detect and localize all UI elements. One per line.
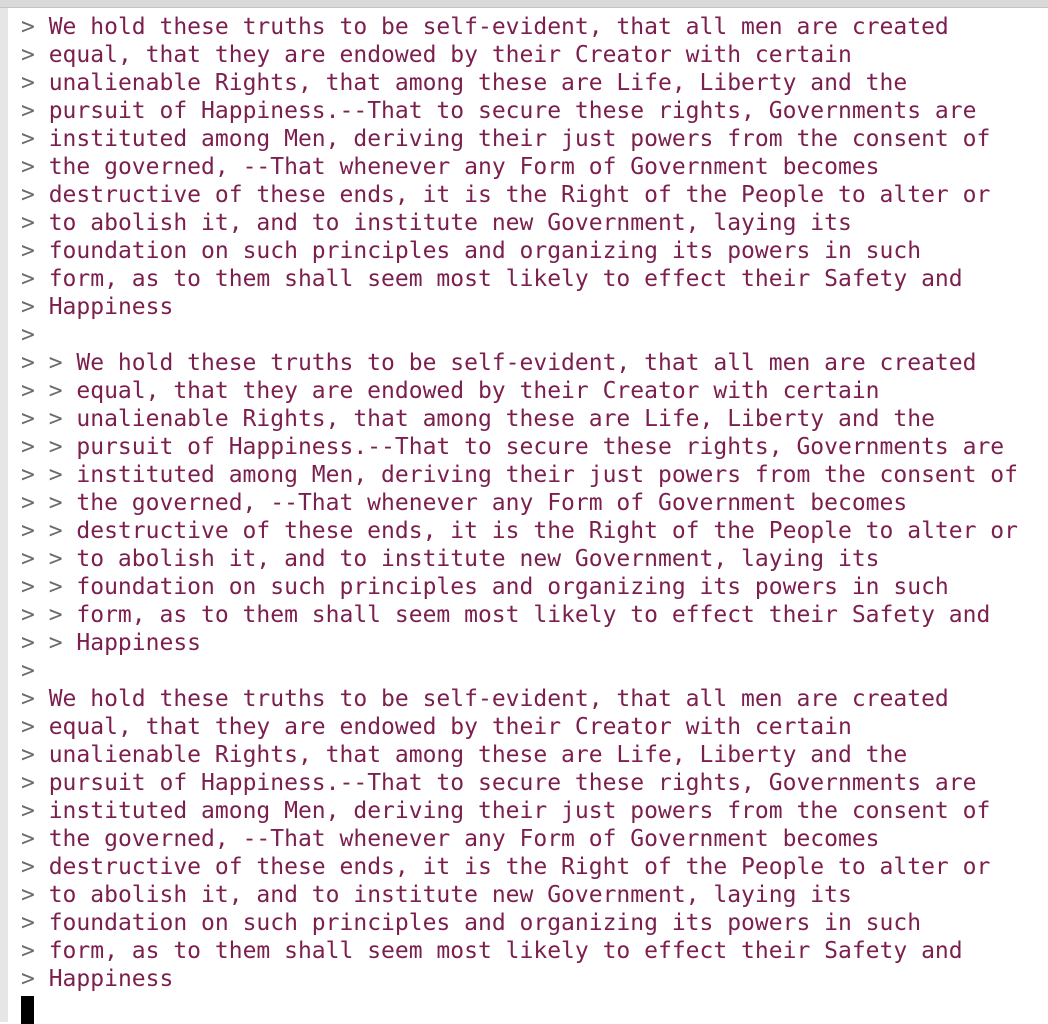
- quote-marker: >: [21, 770, 49, 796]
- quote-marker: >: [21, 266, 49, 292]
- editor-line[interactable]: [21, 41, 1048, 69]
- line-text: foundation on such principles and organizing its powers in such: [48, 238, 922, 264]
- line-text: Happiness: [76, 630, 202, 656]
- quote-marker: >: [21, 742, 49, 768]
- editor-line[interactable]: [21, 825, 1048, 853]
- editor-line[interactable]: [21, 713, 1048, 741]
- line-text: instituted among Men, deriving their just powers from the consent of: [48, 798, 991, 824]
- line-text: form, as to them shall seem most likely to effect their Safety and: [76, 602, 991, 628]
- editor-line[interactable]: [21, 797, 1048, 825]
- line-text: the governed, --That whenever any Form of Government becomes: [76, 490, 908, 516]
- editor-line[interactable]: [21, 405, 1048, 433]
- quote-marker: >: [21, 42, 49, 68]
- line-text: We hold these truths to be self-evident, that all men are created: [48, 686, 949, 712]
- line-text: equal, that they are endowed by their Creator with certain: [76, 378, 880, 404]
- editor-line[interactable]: [21, 265, 1048, 293]
- editor-line[interactable]: [21, 237, 1048, 265]
- line-text: unalienable Rights, that among these are Life, Liberty and the: [76, 406, 935, 432]
- line-text: pursuit of Happiness.--That to secure these rights, Governments are: [48, 770, 977, 796]
- quote-marker: >: [21, 98, 49, 124]
- editor-line[interactable]: [21, 293, 1048, 321]
- editor-line[interactable]: [21, 769, 1048, 797]
- quote-marker: >: [21, 910, 49, 936]
- editor-line[interactable]: [21, 629, 1048, 657]
- line-text: instituted among Men, deriving their just powers from the consent of: [76, 462, 1018, 488]
- quote-marker: >: [21, 210, 49, 236]
- quote-marker: >: [21, 126, 49, 152]
- line-text: instituted among Men, deriving their just powers from the consent of: [48, 126, 991, 152]
- quote-marker: >: [21, 238, 49, 264]
- quote-marker: >: [21, 854, 49, 880]
- line-text: Happiness: [48, 966, 174, 992]
- editor-line[interactable]: [21, 125, 1048, 153]
- editor-line[interactable]: [21, 601, 1048, 629]
- quote-marker: > >: [21, 574, 77, 600]
- editor-line[interactable]: [21, 181, 1048, 209]
- line-text: form, as to them shall seem most likely to effect their Safety and: [48, 938, 963, 964]
- line-text: to abolish it, and to institute new Government, laying its: [48, 210, 852, 236]
- line-text: the governed, --That whenever any Form of Government becomes: [48, 154, 880, 180]
- line-text: unalienable Rights, that among these are Life, Liberty and the: [48, 742, 908, 768]
- line-text: equal, that they are endowed by their Creator with certain: [48, 42, 852, 68]
- quote-marker: >: [21, 686, 49, 712]
- quote-marker: > >: [21, 462, 77, 488]
- editor-line[interactable]: [21, 377, 1048, 405]
- line-text: the governed, --That whenever any Form of Government becomes: [48, 826, 880, 852]
- text-cursor: [21, 996, 34, 1024]
- quote-marker: >: [21, 938, 49, 964]
- line-text: foundation on such principles and organizing its powers in such: [76, 574, 949, 600]
- quote-marker: >: [21, 322, 35, 348]
- editor-line[interactable]: [21, 489, 1048, 517]
- line-text: pursuit of Happiness.--That to secure these rights, Governments are: [48, 98, 977, 124]
- editor-gutter: [0, 8, 8, 1022]
- editor-line[interactable]: [21, 153, 1048, 181]
- line-text: destructive of these ends, it is the Right of the People to alter or: [76, 518, 1018, 544]
- quote-marker: > >: [21, 602, 77, 628]
- line-text: to abolish it, and to institute new Government, laying its: [48, 882, 852, 908]
- quote-marker: > >: [21, 350, 77, 376]
- quote-marker: >: [21, 294, 49, 320]
- editor-line[interactable]: [21, 321, 1048, 349]
- line-text: to abolish it, and to institute new Government, laying its: [76, 546, 880, 572]
- editor-line[interactable]: [21, 657, 1048, 685]
- line-text: We hold these truths to be self-evident, that all men are created: [76, 350, 977, 376]
- editor-line[interactable]: [21, 97, 1048, 125]
- editor-line[interactable]: [21, 573, 1048, 601]
- quote-marker: >: [21, 714, 49, 740]
- line-text: equal, that they are endowed by their Creator with certain: [48, 714, 852, 740]
- window-top-border: [0, 0, 1048, 8]
- quote-marker: >: [21, 966, 49, 992]
- editor-line[interactable]: [21, 909, 1048, 937]
- line-text: form, as to them shall seem most likely to effect their Safety and: [48, 266, 963, 292]
- line-text: destructive of these ends, it is the Right of the People to alter or: [48, 854, 991, 880]
- editor-line[interactable]: [21, 853, 1048, 881]
- quote-marker: > >: [21, 546, 77, 572]
- editor-line[interactable]: [21, 13, 1048, 41]
- quote-marker: > >: [21, 406, 77, 432]
- line-text: pursuit of Happiness.--That to secure these rights, Governments are: [76, 434, 1005, 460]
- editor-line[interactable]: [21, 965, 1048, 993]
- editor-line[interactable]: [21, 69, 1048, 97]
- text-editor[interactable]: [21, 13, 1048, 1024]
- quote-marker: > >: [21, 434, 77, 460]
- editor-line[interactable]: [21, 881, 1048, 909]
- quote-marker: >: [21, 658, 35, 684]
- editor-line[interactable]: [21, 937, 1048, 965]
- line-text: We hold these truths to be self-evident, that all men are created: [48, 14, 949, 40]
- editor-line[interactable]: [21, 349, 1048, 377]
- quote-marker: > >: [21, 490, 77, 516]
- quote-marker: >: [21, 70, 49, 96]
- editor-line[interactable]: [21, 433, 1048, 461]
- editor-line[interactable]: [21, 517, 1048, 545]
- editor-line[interactable]: [21, 685, 1048, 713]
- quote-marker: > >: [21, 518, 77, 544]
- quote-marker: >: [21, 182, 49, 208]
- quote-marker: >: [21, 154, 49, 180]
- editor-line[interactable]: [21, 209, 1048, 237]
- editor-line[interactable]: [21, 461, 1048, 489]
- quote-marker: > >: [21, 630, 77, 656]
- line-text: destructive of these ends, it is the Right of the People to alter or: [48, 182, 991, 208]
- line-text: Happiness: [48, 294, 174, 320]
- editor-line[interactable]: [21, 545, 1048, 573]
- line-text: foundation on such principles and organizing its powers in such: [48, 910, 922, 936]
- editor-line[interactable]: [21, 741, 1048, 769]
- quote-marker: >: [21, 14, 49, 40]
- line-text: unalienable Rights, that among these are Life, Liberty and the: [48, 70, 908, 96]
- quote-marker: >: [21, 882, 49, 908]
- quote-marker: > >: [21, 378, 77, 404]
- quote-marker: >: [21, 798, 49, 824]
- quote-marker: >: [21, 826, 49, 852]
